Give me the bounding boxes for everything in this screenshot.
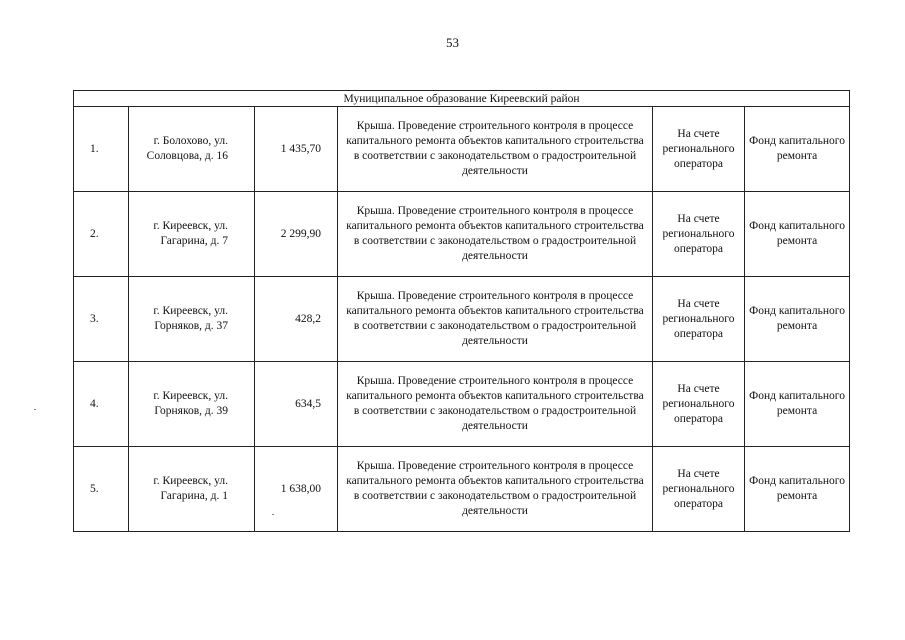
row-work-description: Крыша. Проведение строительного контроля в процессе капитального ремонта объектов капитального строительства в соответствии с законодательством о градостроительной деятельности (338, 192, 653, 277)
row-account-holder: На счете регионального оператора (653, 362, 745, 447)
row-number: 3. (74, 277, 129, 362)
table-row (74, 362, 850, 447)
row-account-holder: На счете регионального оператора (653, 277, 745, 362)
row-address: г. Киреевск, ул. Горняков, д. 39 (129, 362, 255, 447)
row-funding-source: Фонд капитального ремонта (745, 277, 850, 362)
page-number: 53 (446, 35, 459, 50)
row-account-holder: На счете регионального оператора (653, 447, 745, 532)
row-address: г. Киреевск, ул. Горняков, д. 37 (129, 277, 255, 362)
row-funding-source: Фонд капитального ремонта (745, 447, 850, 532)
table-row (74, 447, 850, 532)
row-address: г. Болохово, ул. Соловцова, д. 16 (129, 107, 255, 192)
row-number: 5. (74, 447, 129, 532)
row-number: 4. (74, 362, 129, 447)
table-row (74, 192, 850, 277)
row-funding-source: Фонд капитального ремонта (745, 192, 850, 277)
row-area: 2 299,90 (255, 192, 338, 277)
table-row (74, 277, 850, 362)
row-address: г. Киреевск, ул. Гагарина, д. 7 (129, 192, 255, 277)
row-funding-source: Фонд капитального ремонта (745, 107, 850, 192)
row-account-holder: На счете регионального оператора (653, 192, 745, 277)
row-funding-source: Фонд капитального ремонта (745, 362, 850, 447)
row-work-description: Крыша. Проведение строительного контроля в процессе капитального ремонта объектов капитального строительства в соответствии с законодательством о градостроительной деятельности (338, 107, 653, 192)
row-number: 2. (74, 192, 129, 277)
row-area: 634,5 (255, 362, 338, 447)
row-work-description: Крыша. Проведение строительного контроля в процессе капитального ремонта объектов капитального строительства в соответствии с законодательством о градостроительной деятельности (338, 362, 653, 447)
row-area: 428,2 (255, 277, 338, 362)
capital-repair-table (73, 90, 850, 532)
row-area: 1 435,70 (255, 107, 338, 192)
scan-speck (272, 514, 274, 515)
table-row (74, 107, 850, 192)
municipality-title: Муниципальное образование Киреевский район (74, 91, 850, 107)
row-account-holder: На счете регионального оператора (653, 107, 745, 192)
row-work-description: Крыша. Проведение строительного контроля в процессе капитального ремонта объектов капитального строительства в соответствии с законодательством о градостроительной деятельности (338, 277, 653, 362)
row-number: 1. (74, 107, 129, 192)
row-area: 1 638,00 (255, 447, 338, 532)
scan-speck (34, 409, 36, 410)
row-address: г. Киреевск, ул. Гагарина, д. 1 (129, 447, 255, 532)
municipality-header-row (74, 91, 850, 107)
row-work-description: Крыша. Проведение строительного контроля в процессе капитального ремонта объектов капитального строительства в соответствии с законодательством о градостроительной деятельности (338, 447, 653, 532)
